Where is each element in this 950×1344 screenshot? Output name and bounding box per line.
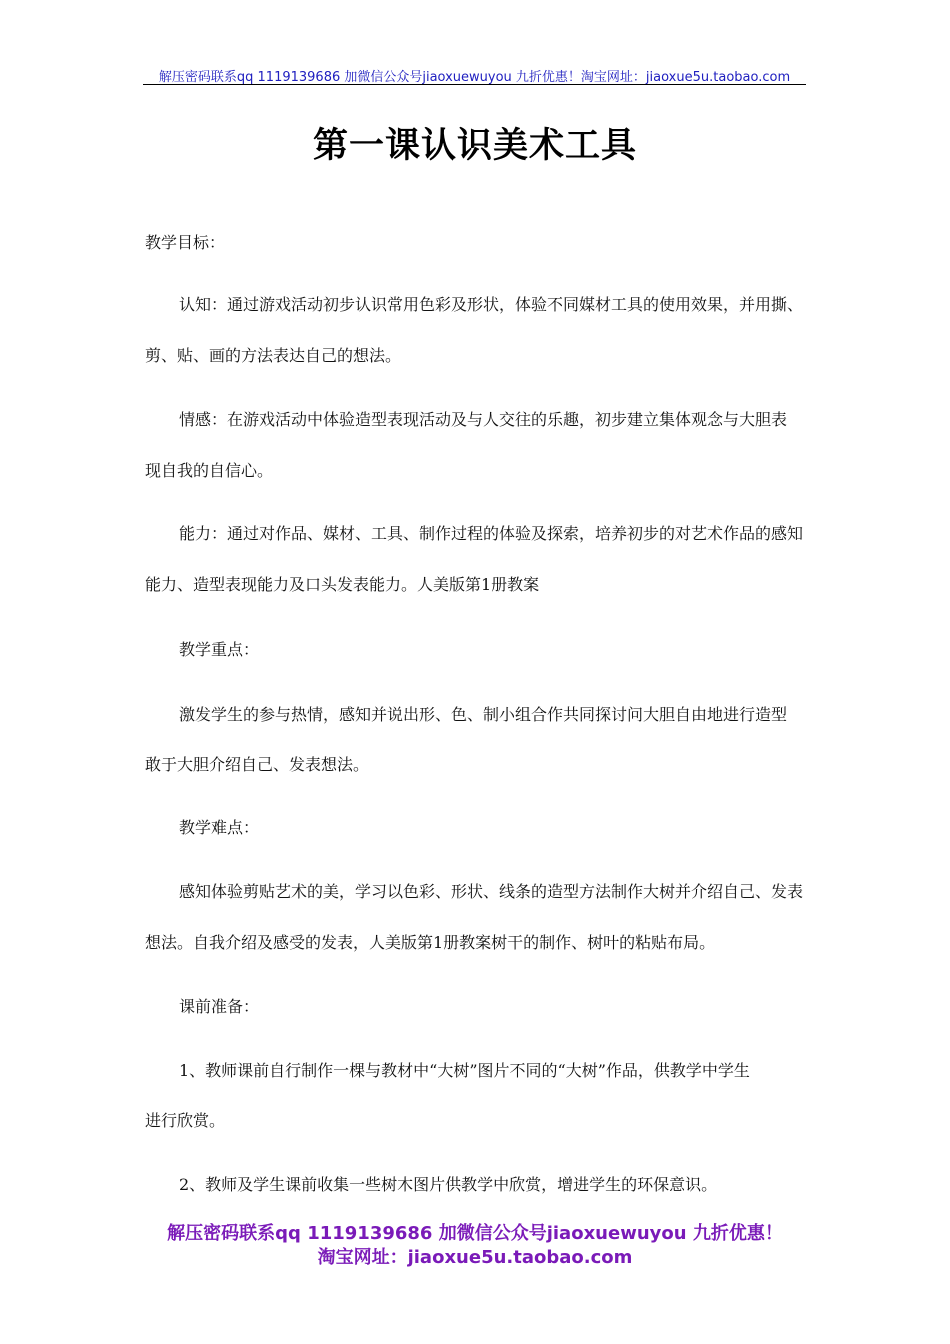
header-divider	[143, 84, 806, 85]
footer-watermark-line2: 淘宝网址：jiaoxue5u.taobao.com	[317, 1247, 633, 1268]
page-title: 第一课认识美术工具	[312, 125, 637, 166]
paragraph-line: 能力：通过对作品、媒材、工具、制作过程的体验及探索，培养初步的对艺术作品的感知	[179, 524, 804, 543]
list-item-continuation: 进行欣赏。	[145, 1111, 226, 1130]
paragraph-line: 敢于大胆介绍自己、发表想法。	[145, 755, 370, 774]
list-item: 2、教师及学生课前收集一些树木图片供教学中欣赏，增进学生的环保意识。	[179, 1175, 718, 1194]
section-heading-preparation: 课前准备：	[179, 997, 260, 1016]
list-item: 1、教师课前自行制作一棵与教材中“大树”图片不同的“大树”作品，供教学中学生	[179, 1061, 750, 1080]
paragraph-line: 认知：通过游戏活动初步认识常用色彩及形状，体验不同媒材工具的使用效果，并用撕、	[179, 295, 804, 314]
paragraph-line: 想法。自我介绍及感受的发表，人美版第1册教案树干的制作、树叶的粘贴布局。	[145, 933, 716, 952]
paragraph-line: 剪、贴、画的方法表达自己的想法。	[145, 346, 402, 365]
paragraph-line: 能力、造型表现能力及口头发表能力。人美版第1册教案	[145, 575, 540, 594]
header-watermark: 解压密码联系qq 1119139686 加微信公众号jiaoxuewuyou 九折优惠！淘宝网址：jiaoxue5u.taobao.com	[158, 70, 791, 85]
paragraph-line: 激发学生的参与热情，感知并说出形、色、制小组合作共同探讨问大胆自由地进行造型	[179, 705, 788, 724]
section-heading-goals: 教学目标：	[145, 233, 226, 252]
paragraph-line: 情感：在游戏活动中体验造型表现活动及与人交往的乐趣，初步建立集体观念与大胆表	[179, 410, 788, 429]
footer-watermark-line1: 解压密码联系qq 1119139686 加微信公众号jiaoxuewuyou 九折优惠！	[167, 1223, 783, 1244]
paragraph-line: 感知体验剪贴艺术的美，学习以色彩、形状、线条的造型方法制作大树并介绍自己、发表	[179, 882, 804, 901]
section-heading-difficulties: 教学难点：	[179, 818, 260, 837]
section-heading-key-points: 教学重点：	[179, 640, 260, 659]
paragraph-line: 现自我的自信心。	[145, 461, 274, 480]
